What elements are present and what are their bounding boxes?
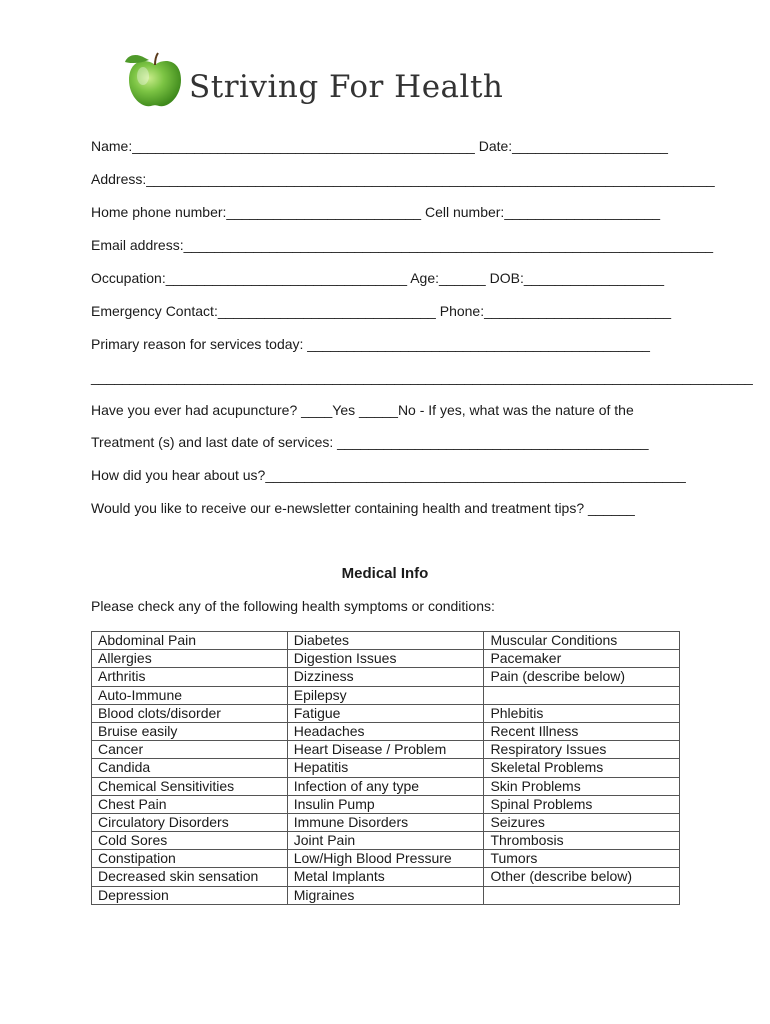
emergency-contact-field[interactable]: Emergency Contact:____________________________ Phone:________________________ — [91, 303, 671, 319]
condition-cell[interactable]: Epilepsy — [287, 686, 484, 704]
condition-cell[interactable]: Blood clots/disorder — [92, 704, 288, 722]
table-row — [92, 650, 680, 668]
conditions-table — [91, 631, 680, 905]
table-row — [92, 704, 680, 722]
condition-cell[interactable]: Depression — [92, 886, 288, 904]
condition-cell[interactable]: Hepatitis — [287, 759, 484, 777]
condition-cell[interactable]: Skeletal Problems — [484, 759, 680, 777]
table-row — [92, 686, 680, 704]
condition-cell[interactable]: Insulin Pump — [287, 795, 484, 813]
table-row — [92, 632, 680, 650]
condition-cell[interactable]: Allergies — [92, 650, 288, 668]
condition-cell[interactable] — [484, 686, 680, 704]
address-field[interactable]: Address:_________________________________________________________________________ — [91, 171, 715, 187]
primary-reason-field[interactable]: Primary reason for services today: ____________________________________________ — [91, 336, 650, 352]
condition-cell[interactable]: Low/High Blood Pressure — [287, 850, 484, 868]
condition-cell[interactable]: Diabetes — [287, 632, 484, 650]
primary-reason-continued-field[interactable]: _____________________________________________________________________________________ — [91, 369, 753, 385]
table-row — [92, 850, 680, 868]
occupation-age-dob-field[interactable]: Occupation:_______________________________ Age:______ DOB:__________________ — [91, 270, 664, 286]
table-row — [92, 868, 680, 886]
table-row — [92, 741, 680, 759]
condition-cell[interactable]: Bruise easily — [92, 722, 288, 740]
condition-cell[interactable]: Phlebitis — [484, 704, 680, 722]
condition-cell[interactable]: Recent Illness — [484, 722, 680, 740]
logo — [123, 50, 503, 110]
condition-cell[interactable]: Dizziness — [287, 668, 484, 686]
newsletter-field[interactable]: Would you like to receive our e-newsletter containing health and treatment tips? ______ — [91, 500, 635, 516]
medical-info-heading: Medical Info — [341, 565, 429, 582]
condition-cell[interactable]: Metal Implants — [287, 868, 484, 886]
green-apple-icon — [123, 50, 187, 110]
condition-cell[interactable]: Auto-Immune — [92, 686, 288, 704]
condition-cell[interactable]: Heart Disease / Problem — [287, 741, 484, 759]
condition-cell[interactable]: Seizures — [484, 813, 680, 831]
phone-field[interactable]: Home phone number:_________________________ Cell number:____________________ — [91, 204, 661, 220]
email-field[interactable]: Email address:____________________________________________________________________ — [91, 237, 714, 253]
condition-cell[interactable]: Infection of any type — [287, 777, 484, 795]
condition-cell[interactable]: Chemical Sensitivities — [92, 777, 288, 795]
condition-cell[interactable]: Muscular Conditions — [484, 632, 680, 650]
condition-cell[interactable]: Other (describe below) — [484, 868, 680, 886]
condition-cell[interactable]: Cancer — [92, 741, 288, 759]
table-row — [92, 832, 680, 850]
condition-cell[interactable]: Thrombosis — [484, 832, 680, 850]
condition-cell[interactable]: Circulatory Disorders — [92, 813, 288, 831]
condition-cell[interactable]: Arthritis — [92, 668, 288, 686]
condition-cell[interactable]: Digestion Issues — [287, 650, 484, 668]
condition-cell[interactable] — [484, 886, 680, 904]
table-row — [92, 722, 680, 740]
referral-source-field[interactable]: How did you hear about us?______________________________________________________ — [91, 467, 686, 483]
condition-cell[interactable]: Chest Pain — [92, 795, 288, 813]
company-name: Striving For Health — [189, 69, 504, 105]
condition-cell[interactable]: Immune Disorders — [287, 813, 484, 831]
condition-cell[interactable]: Joint Pain — [287, 832, 484, 850]
condition-cell[interactable]: Tumors — [484, 850, 680, 868]
table-row — [92, 777, 680, 795]
conditions-instructions: Please check any of the following health symptoms or conditions: — [91, 598, 495, 614]
table-row — [92, 668, 680, 686]
name-date-field[interactable]: Name:____________________________________________ Date:____________________ — [91, 138, 668, 154]
table-row — [92, 886, 680, 904]
condition-cell[interactable]: Constipation — [92, 850, 288, 868]
table-row — [92, 759, 680, 777]
condition-cell[interactable]: Skin Problems — [484, 777, 680, 795]
table-row — [92, 795, 680, 813]
condition-cell[interactable]: Fatigue — [287, 704, 484, 722]
acupuncture-question-field[interactable]: Have you ever had acupuncture? ____Yes _____No - If yes, what was the nature of the — [91, 402, 634, 418]
condition-cell[interactable]: Headaches — [287, 722, 484, 740]
condition-cell[interactable]: Cold Sores — [92, 832, 288, 850]
condition-cell[interactable]: Respiratory Issues — [484, 741, 680, 759]
condition-cell[interactable]: Migraines — [287, 886, 484, 904]
condition-cell[interactable]: Spinal Problems — [484, 795, 680, 813]
condition-cell[interactable]: Pacemaker — [484, 650, 680, 668]
condition-cell[interactable]: Abdominal Pain — [92, 632, 288, 650]
condition-cell[interactable]: Pain (describe below) — [484, 668, 680, 686]
condition-cell[interactable]: Decreased skin sensation — [92, 868, 288, 886]
condition-cell[interactable]: Candida — [92, 759, 288, 777]
table-row — [92, 813, 680, 831]
treatment-dates-field[interactable]: Treatment (s) and last date of services: ________________________________________ — [91, 434, 649, 450]
